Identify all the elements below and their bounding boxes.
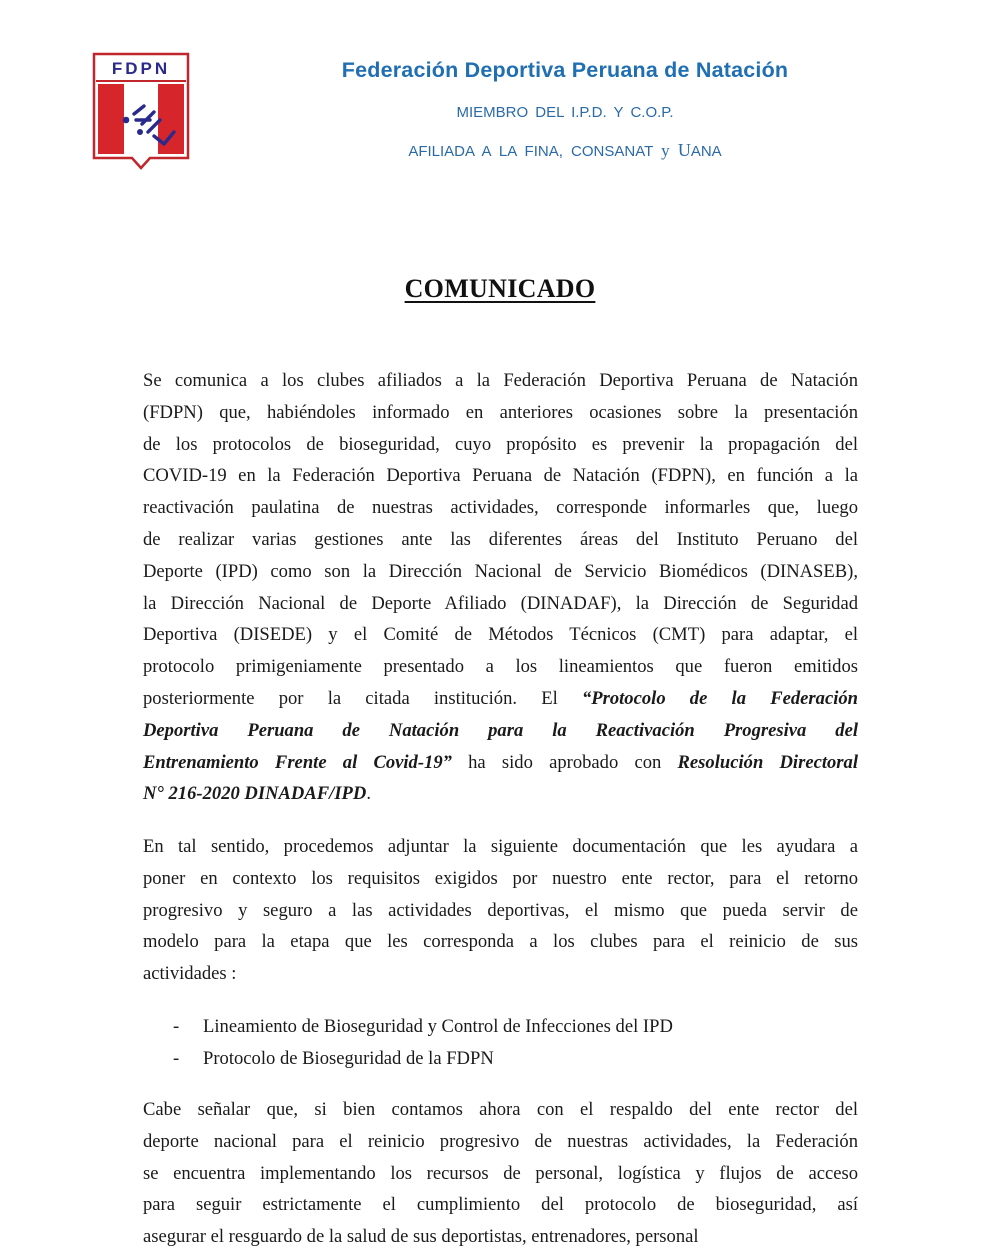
paragraph-3 bbox=[143, 1094, 858, 1253]
paragraph-line: progresivo y seguro a las actividades deportivas, el mismo que pueda servir de bbox=[143, 899, 858, 921]
plain-text: ha sido aprobado con bbox=[451, 751, 678, 773]
affiliation-part2: ANA bbox=[690, 143, 722, 160]
affiliation-line bbox=[300, 140, 830, 161]
paragraph-2 bbox=[143, 831, 858, 990]
paragraph-line: Deportiva (DISEDE) y el Comité de Métodos Técnicos (CMT) para adaptar, el bbox=[143, 624, 858, 646]
list-item bbox=[143, 1043, 858, 1075]
membership-line: MIEMBRO DEL I.P.D. Y C.O.P. bbox=[456, 104, 674, 121]
plain-text: . bbox=[366, 783, 371, 805]
paragraph-line: poner en contexto los requisitos exigidos por nuestro ente rector, para el retorno bbox=[143, 867, 858, 889]
paragraph-line: para seguir estrictamente el cumplimiento del protocolo de bioseguridad, así bbox=[143, 1194, 858, 1216]
protocol-title-text: “Protocolo de la Federación bbox=[581, 687, 858, 709]
fdpn-logo bbox=[92, 52, 190, 172]
resolution-text: Resolución Directoral bbox=[677, 751, 858, 773]
list-item-text: Lineamiento de Bioseguridad y Control de Infecciones del IPD bbox=[203, 1016, 673, 1037]
resolution-number: N° 216-2020 DINADAF/IPD bbox=[143, 783, 367, 805]
paragraph-line: protocolo primigeniamente presentado a los lineamientos que fueron emitidos bbox=[143, 656, 858, 678]
organization-name: Federación Deportiva Peruana de Natación bbox=[341, 58, 789, 82]
paragraph-line: deporte nacional para el reinicio progresivo de nuestras actividades, la Federación bbox=[143, 1130, 858, 1152]
paragraph-line bbox=[143, 778, 858, 810]
paragraph-line bbox=[143, 747, 858, 779]
logo-acronym: FDPN bbox=[111, 59, 171, 78]
protocol-title-text: Entrenamiento Frente al Covid-19” bbox=[143, 751, 452, 773]
paragraph-line: Deporte (IPD) como son la Dirección Nacional de Servicio Biomédicos (DINASEB), bbox=[143, 560, 858, 582]
list-bullet: - bbox=[173, 1016, 180, 1037]
paragraph-line bbox=[143, 683, 858, 715]
paragraph-line: asegurar el resguardo de la salud de sus deportistas, entrenadores, personal bbox=[143, 1226, 699, 1248]
paragraph-line: Se comunica a los clubes afiliados a la Federación Deportiva Peruana de Natación bbox=[143, 370, 858, 391]
protocol-title-text: Deportiva Peruana de Natación para la Reactivación Progresiva del bbox=[143, 719, 858, 741]
paragraph-line: de los protocolos de bioseguridad, cuyo propósito es prevenir la propagación del bbox=[143, 433, 858, 455]
plain-text: posteriormente por la citada institución. El bbox=[143, 687, 582, 709]
fdpn-shield-icon bbox=[92, 52, 190, 172]
document-list bbox=[143, 1011, 858, 1075]
paragraph-1 bbox=[143, 365, 858, 810]
paragraph-line: de realizar varias gestiones ante las diferentes áreas del Instituto Peruano del bbox=[143, 528, 858, 550]
paragraph-line: actividades : bbox=[143, 963, 237, 985]
affiliation-u: U bbox=[677, 140, 691, 160]
paragraph-line: Cabe señalar que, si bien contamos ahora con el respaldo del ente rector del bbox=[143, 1099, 858, 1120]
affiliation-y: y bbox=[661, 141, 670, 160]
paragraph-line: (FDPN) que, habiéndoles informado en anteriores ocasiones sobre la presentación bbox=[143, 401, 858, 423]
list-item-text: Protocolo de Bioseguridad de la FDPN bbox=[203, 1048, 494, 1069]
paragraph-line: En tal sentido, procedemos adjuntar la siguiente documentación que les ayudara a bbox=[143, 836, 858, 857]
affiliation-part1: AFILIADA A LA FINA, CONSANAT bbox=[408, 143, 662, 160]
document-title: COMUNICADO bbox=[404, 274, 596, 303]
paragraph-line: se encuentra implementando los recursos de personal, logística y flujos de acceso bbox=[143, 1162, 858, 1184]
paragraph-line: COVID-19 en la Federación Deportiva Peruana de Natación (FDPN), en función a la bbox=[143, 465, 858, 487]
list-bullet: - bbox=[173, 1048, 180, 1069]
paragraph-line: reactivación paulatina de nuestras actividades, corresponde informarles que, luego bbox=[143, 497, 858, 519]
paragraph-line: modelo para la etapa que les corresponda a los clubes para el reinicio de sus bbox=[143, 931, 858, 953]
paragraph-line: la Dirección Nacional de Deporte Afiliado (DINADAF), la Dirección de Seguridad bbox=[143, 592, 858, 614]
list-item bbox=[143, 1011, 858, 1043]
